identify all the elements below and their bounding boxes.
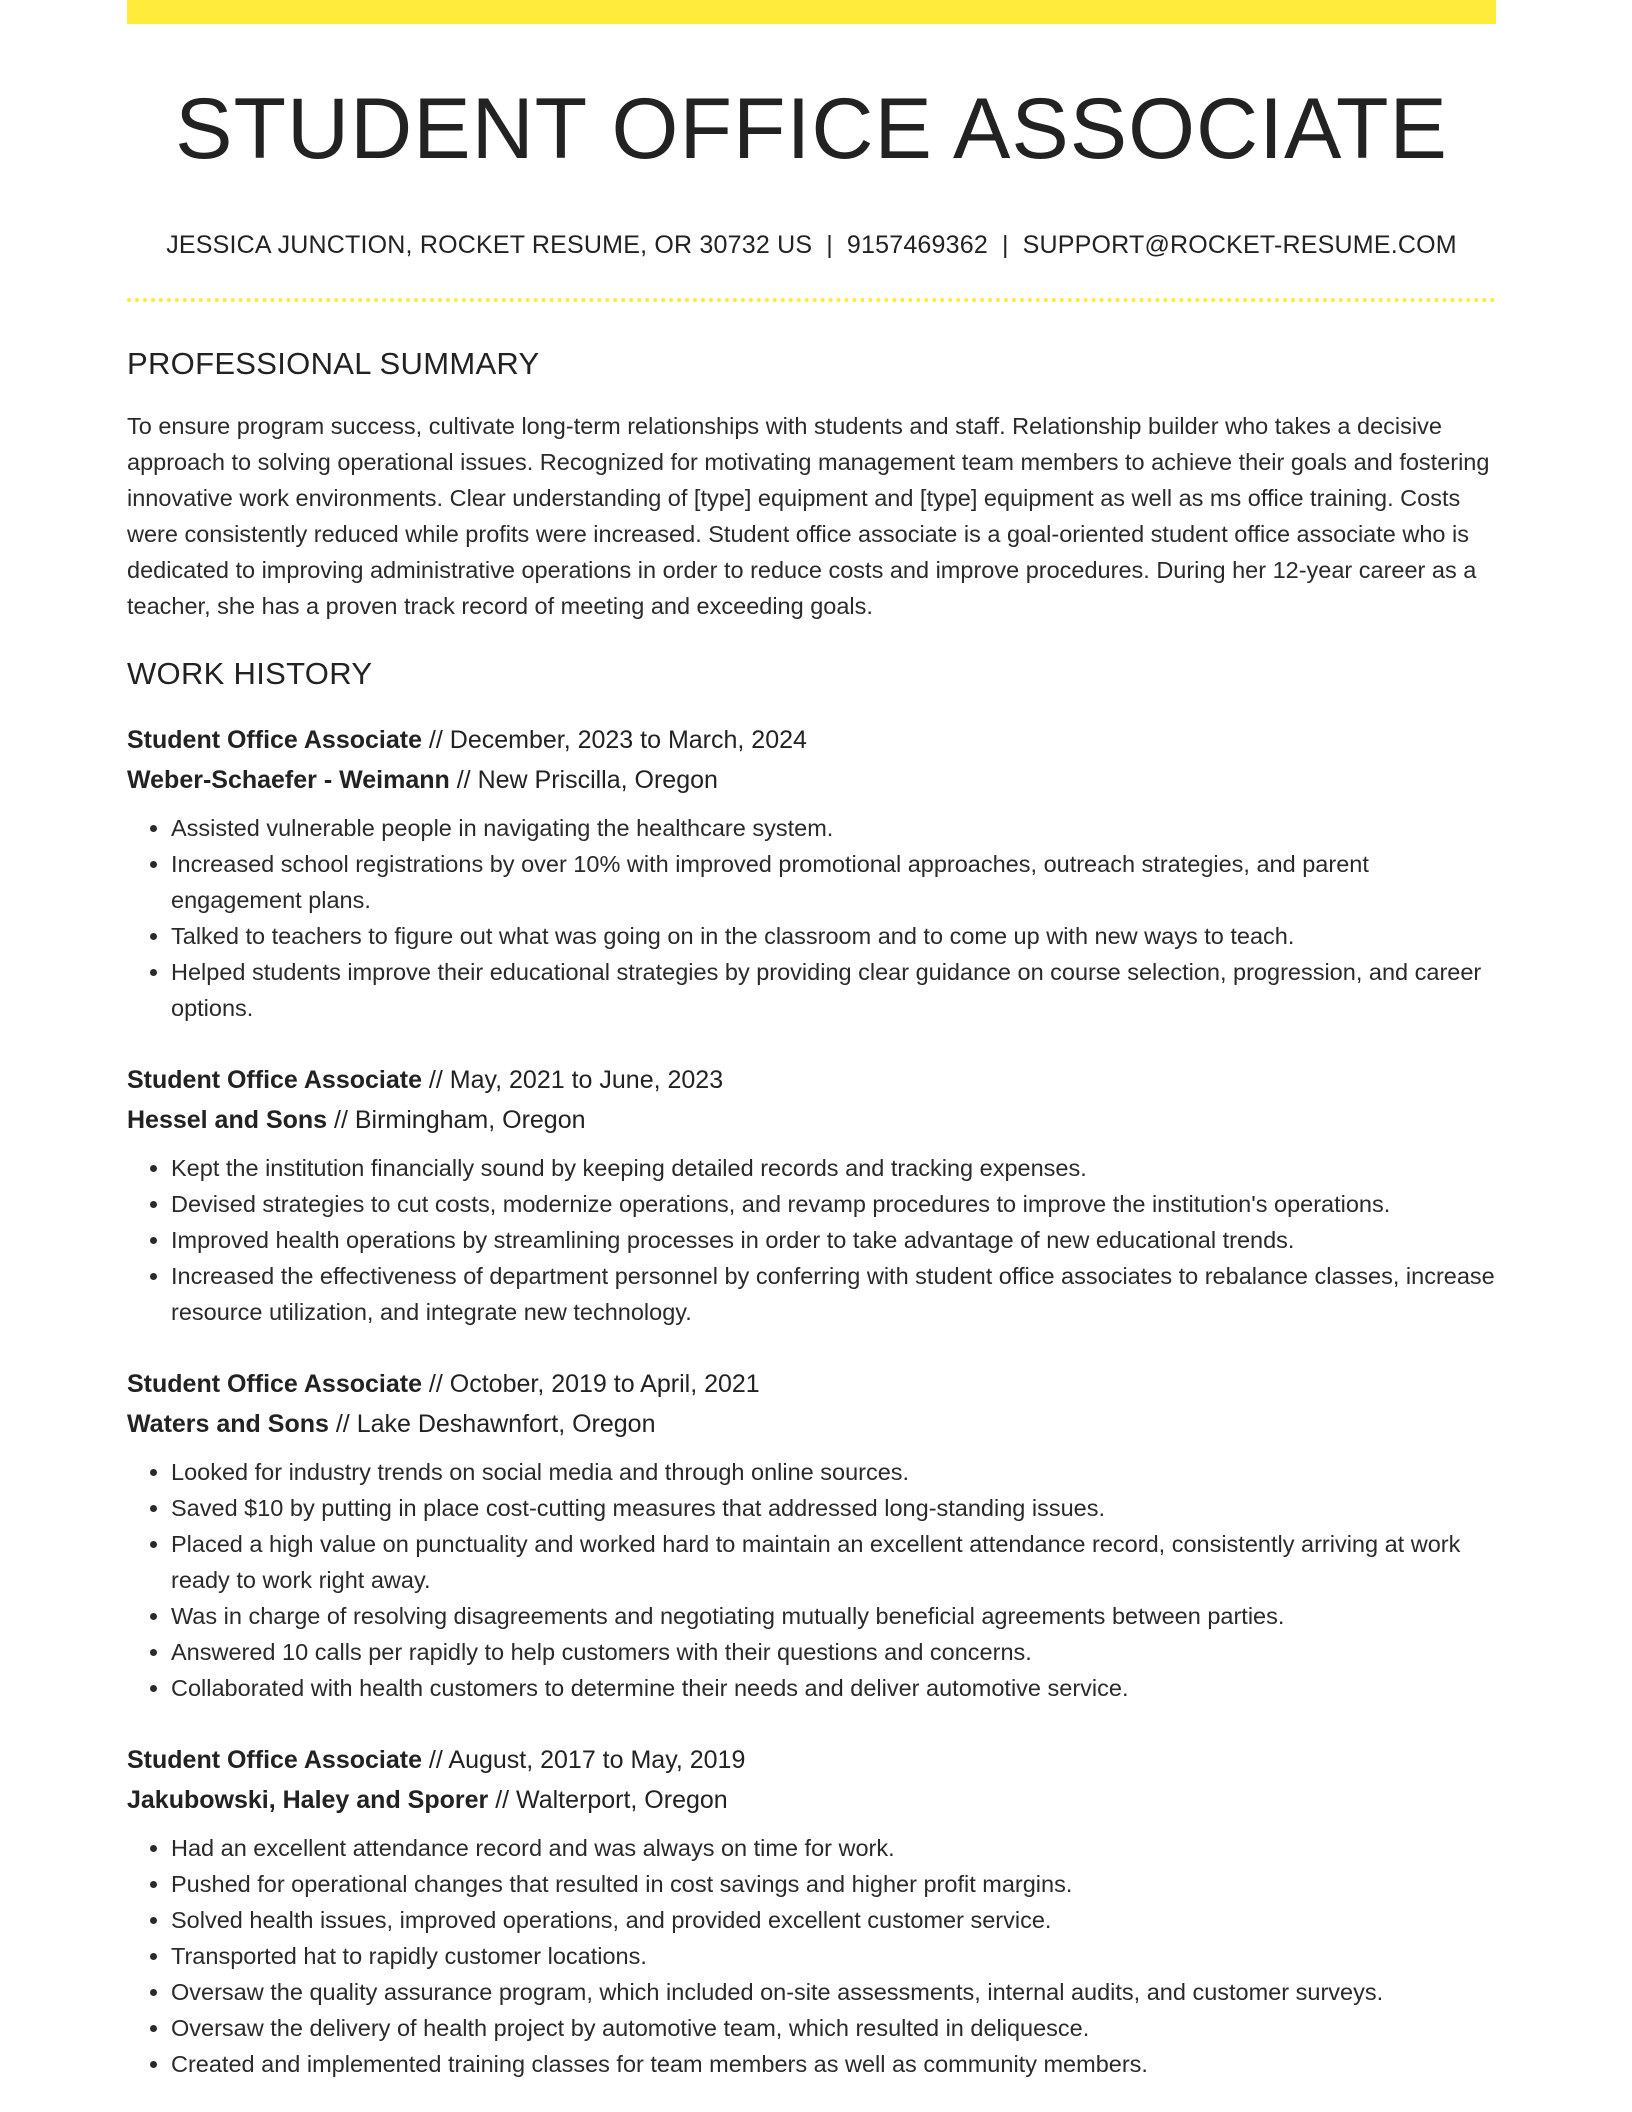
job-entry	[127, 1060, 1496, 1330]
job-dates: // May, 2021 to June, 2023	[421, 1065, 724, 1094]
job-bullet: • Answered 10 calls per rapidly to help customers with their questions and concerns.	[171, 1634, 1496, 1670]
job-company-line	[127, 1100, 1496, 1140]
job-bullet: • Devised strategies to cut costs, modernize operations, and revamp procedures to improve the institution's operations.	[171, 1186, 1496, 1222]
job-bullet: • Increased school registrations by over 10% with improved promotional approaches, outreach strategies, and parent engagement plans.	[171, 846, 1496, 918]
job-company: Waters and Sons	[127, 1409, 329, 1438]
job-location: // Lake Deshawnfort, Oregon	[328, 1409, 656, 1438]
contact-separator: |	[826, 230, 833, 259]
contact-separator: |	[1001, 230, 1009, 259]
contact-address: JESSICA JUNCTION, ROCKET RESUME, OR 30732 US	[166, 230, 813, 259]
job-bullets	[127, 1454, 1496, 1706]
work-history-heading: WORK HISTORY	[127, 655, 373, 691]
job-bullet: • Solved health issues, improved operations, and provided excellent customer service.	[171, 1902, 1496, 1938]
job-bullets	[127, 810, 1496, 1026]
job-title-line	[127, 720, 1496, 760]
job-title: Student Office Associate	[127, 1369, 422, 1398]
job-title: Student Office Associate	[127, 1745, 422, 1774]
job-title: Student Office Associate	[127, 1065, 422, 1094]
job-bullet: • Created and implemented training classes for team members as well as community members.	[171, 2046, 1496, 2082]
job-company-line	[127, 760, 1496, 800]
job-bullet: • Placed a high value on punctuality and worked hard to maintain an excellent attendance record, consistently arriving at work ready to work right away.	[171, 1526, 1496, 1598]
job-bullet: • Assisted vulnerable people in navigating the healthcare system.	[171, 810, 1496, 846]
contact-line	[127, 231, 1496, 260]
dotted-divider	[127, 298, 1496, 302]
job-bullet: • Helped students improve their educational strategies by providing clear guidance on course selection, progression, and career options.	[171, 954, 1496, 1026]
job-bullets	[127, 1830, 1496, 2082]
job-bullet: • Improved health operations by streamlining processes in order to take advantage of new educational trends.	[171, 1222, 1496, 1258]
resume-page	[127, 0, 1496, 2082]
job-title: Student Office Associate	[127, 725, 422, 754]
job-bullet: • Increased the effectiveness of department personnel by conferring with student office associates to rebalance classes, increase resource utilization, and integrate new technology.	[171, 1258, 1496, 1330]
job-company: Jakubowski, Haley and Sporer	[127, 1785, 489, 1814]
job-entry	[127, 1740, 1496, 2082]
job-dates: // October, 2019 to April, 2021	[421, 1369, 760, 1398]
contact-phone: 9157469362	[846, 230, 988, 259]
summary-heading: PROFESSIONAL SUMMARY	[127, 345, 540, 381]
job-bullet: • Transported hat to rapidly customer locations.	[171, 1938, 1496, 1974]
job-bullets	[127, 1150, 1496, 1330]
job-location: // New Priscilla, Oregon	[449, 765, 718, 794]
job-bullet: • Was in charge of resolving disagreements and negotiating mutually beneficial agreements between parties.	[171, 1598, 1496, 1634]
job-location: // Birmingham, Oregon	[327, 1105, 586, 1134]
job-bullet: • Collaborated with health customers to determine their needs and deliver automotive service.	[171, 1670, 1496, 1706]
accent-top-bar	[127, 0, 1496, 24]
job-title-line	[127, 1740, 1496, 1780]
job-title-line	[127, 1060, 1496, 1100]
job-bullet: • Kept the institution financially sound by keeping detailed records and tracking expenses.	[171, 1150, 1496, 1186]
job-bullet: • Saved $10 by putting in place cost-cutting measures that addressed long-standing issues.	[171, 1490, 1496, 1526]
contact-email: SUPPORT@ROCKET-RESUME.COM	[1022, 230, 1457, 259]
job-dates: // December, 2023 to March, 2024	[421, 725, 807, 754]
job-company: Hessel and Sons	[127, 1105, 328, 1134]
job-bullet: • Talked to teachers to figure out what was going on in the classroom and to come up with new ways to teach.	[171, 918, 1496, 954]
job-bullet: • Had an excellent attendance record and was always on time for work.	[171, 1830, 1496, 1866]
job-bullet: • Looked for industry trends on social media and through online sources.	[171, 1454, 1496, 1490]
job-bullet: • Oversaw the delivery of health project by automotive team, which resulted in deliquesce.	[171, 2010, 1496, 2046]
summary-text: To ensure program success, cultivate long-term relationships with students and staff. Relationship builder who takes a decisive approach to solving operational issues. Recognized for motivating management team members to achieve their goals and fostering innovative work environments. Clear understanding of [type] equipment and [type] equipment as well as ms office training. Costs were consistently reduced while profits were increased. Student office associate is a goal-oriented student office associate who is dedicated to improving administrative operations in order to reduce costs and improve procedures. During her 12-year career as a teacher, she has a proven track record of meeting and exceeding goals.	[127, 412, 1490, 619]
job-entry	[127, 1364, 1496, 1706]
job-company-line	[127, 1404, 1496, 1444]
job-location: // Walterport, Oregon	[488, 1785, 728, 1814]
job-bullet: • Pushed for operational changes that resulted in cost savings and higher profit margins.	[171, 1866, 1496, 1902]
resume-title: STUDENT OFFICE ASSOCIATE	[175, 81, 1448, 177]
job-dates: // August, 2017 to May, 2019	[421, 1745, 746, 1774]
job-entry	[127, 720, 1496, 1026]
job-company: Weber-Schaefer - Weimann	[127, 765, 450, 794]
job-list	[127, 720, 1496, 2082]
job-title-line	[127, 1364, 1496, 1404]
job-bullet: • Oversaw the quality assurance program, which included on-site assessments, internal audits, and customer surveys.	[171, 1974, 1496, 2010]
job-company-line	[127, 1780, 1496, 1820]
